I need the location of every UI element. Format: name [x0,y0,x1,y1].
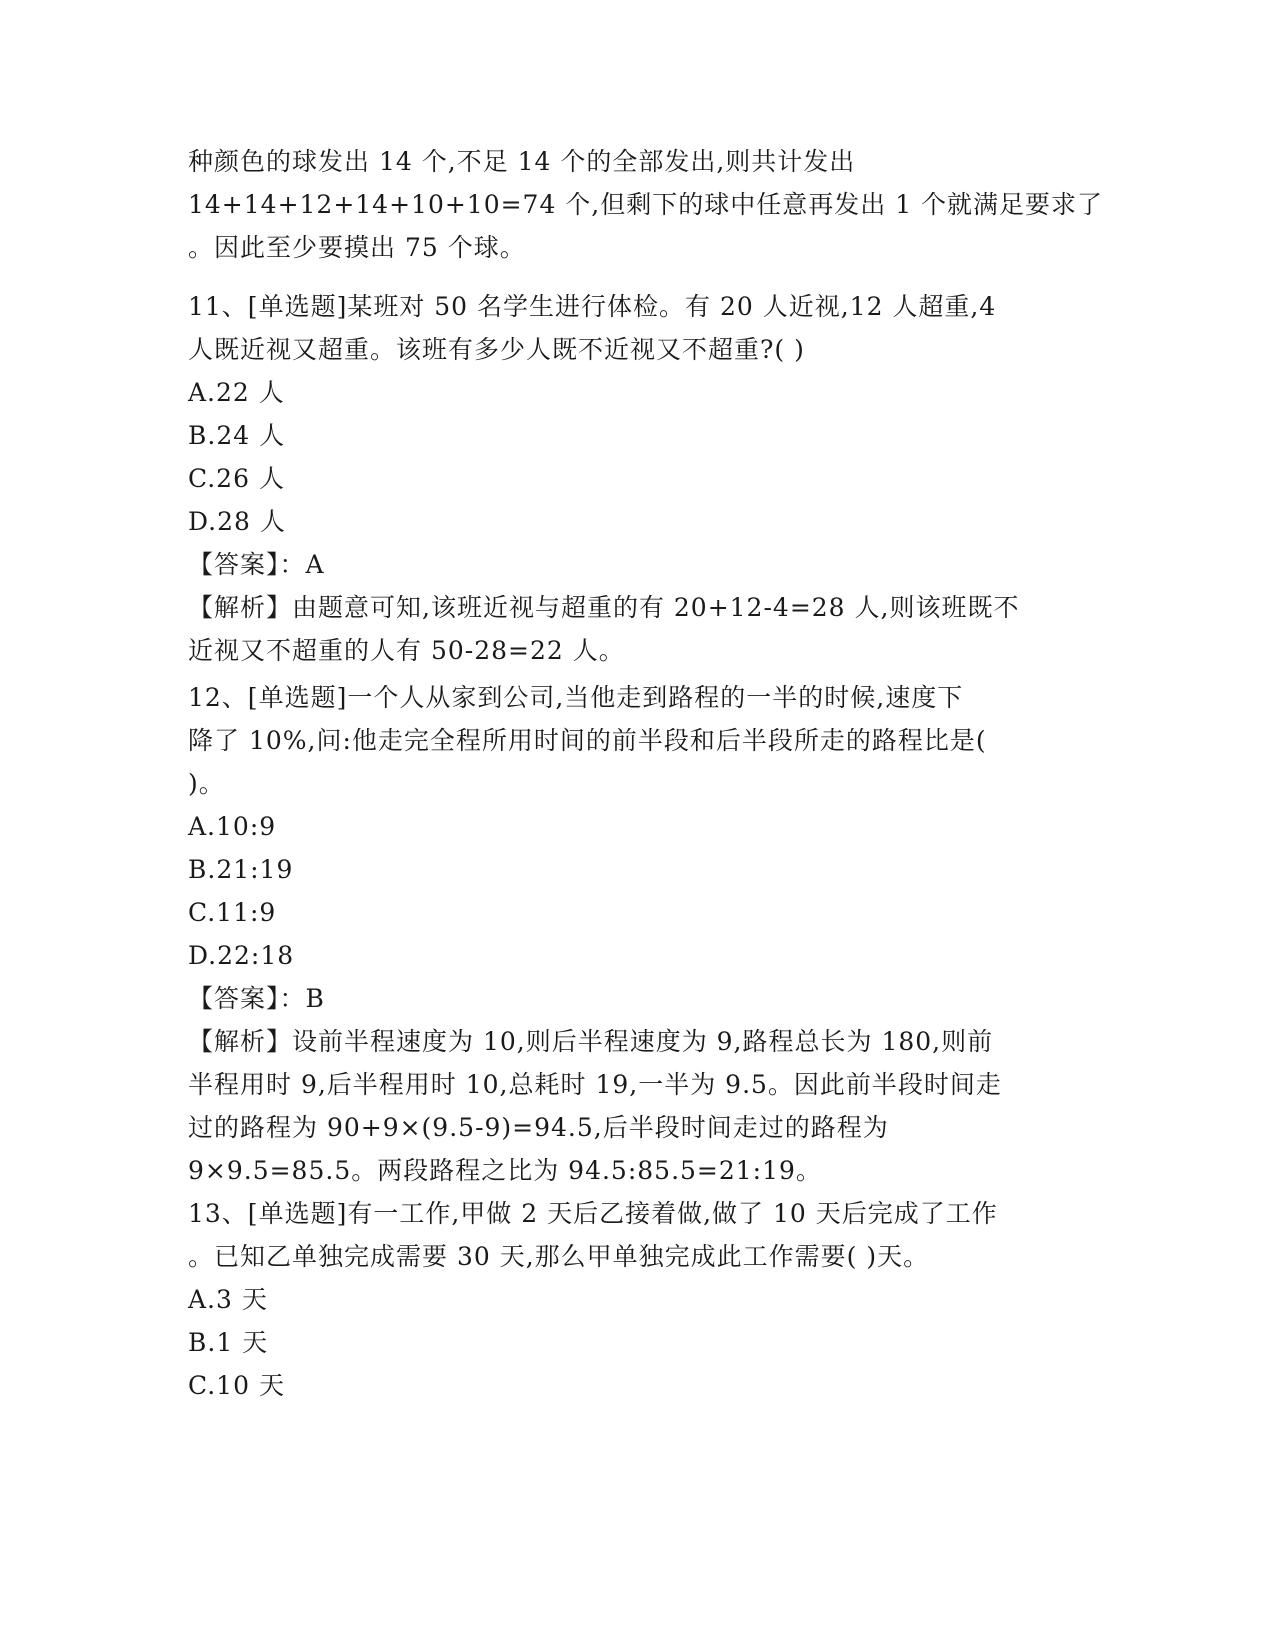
option-b: B.21:19 [188,855,294,884]
question-stem: 12、[单选题]一个人从家到公司,当他走到路程的一半的时候,速度下 [188,683,964,712]
text-line: 种颜色的球发出 14 个,不足 14 个的全部发出,则共计发出 [188,147,856,176]
answer-line: 【答案】：B [188,984,325,1013]
question-11 [188,285,1088,672]
option-a: A.22 人 [188,378,285,407]
analysis-line: 9×9.5=85.5。两段路程之比为 94.5:85.5=21:19。 [188,1156,822,1185]
intro-text [188,140,1104,269]
option-c: C.26 人 [188,464,285,493]
text-line: 。因此至少要摸出 75 个球。 [188,233,526,262]
option-b: B.24 人 [188,421,286,450]
analysis-line: 过的路程为 90+9×(9.5-9)=94.5,后半段时间走过的路程为 [188,1113,889,1142]
question-stem: 11、[单选题]某班对 50 名学生进行体检。有 20 人近视,12 人超重,4 [188,292,997,321]
analysis-line: 【解析】设前半程速度为 10,则后半程速度为 9,路程总长为 180,则前 [188,1027,994,1056]
question-stem: )。 [188,769,225,798]
option-d: D.28 人 [188,507,286,536]
option-c: C.10 天 [188,1371,285,1400]
option-a: A.10:9 [188,812,277,841]
option-b: B.1 天 [188,1328,269,1357]
answer-line: 【答案】：A [188,550,325,579]
question-stem: 降了 10%,问:他走完全程所用时间的前半段和后半段所走的路程比是( [188,726,987,755]
analysis-line: 半程用时 9,后半程用时 10,总耗时 19,一半为 9.5。因此前半段时间走 [188,1070,1002,1099]
analysis-line: 近视又不超重的人有 50-28=22 人。 [188,636,625,665]
question-stem: 人既近视又超重。该班有多少人既不近视又不超重?( ) [188,335,805,364]
text-line: 14+14+12+14+10+10=74 个,但剩下的球中任意再发出 1 个就满足要求了 [188,190,1104,219]
analysis-line: 【解析】由题意可知,该班近视与超重的有 20+12-4=28 人,则该班既不 [188,593,1020,622]
question-13 [188,1192,1088,1407]
question-stem: 13、[单选题]有一工作,甲做 2 天后乙接着做,做了 10 天后完成了工作 [188,1199,998,1228]
option-d: D.22:18 [188,941,295,970]
option-a: A.3 天 [188,1285,268,1314]
question-stem: 。已知乙单独完成需要 30 天,那么甲单独完成此工作需要( )天。 [188,1242,930,1271]
option-c: C.11:9 [188,898,277,927]
question-12 [188,676,1088,1192]
